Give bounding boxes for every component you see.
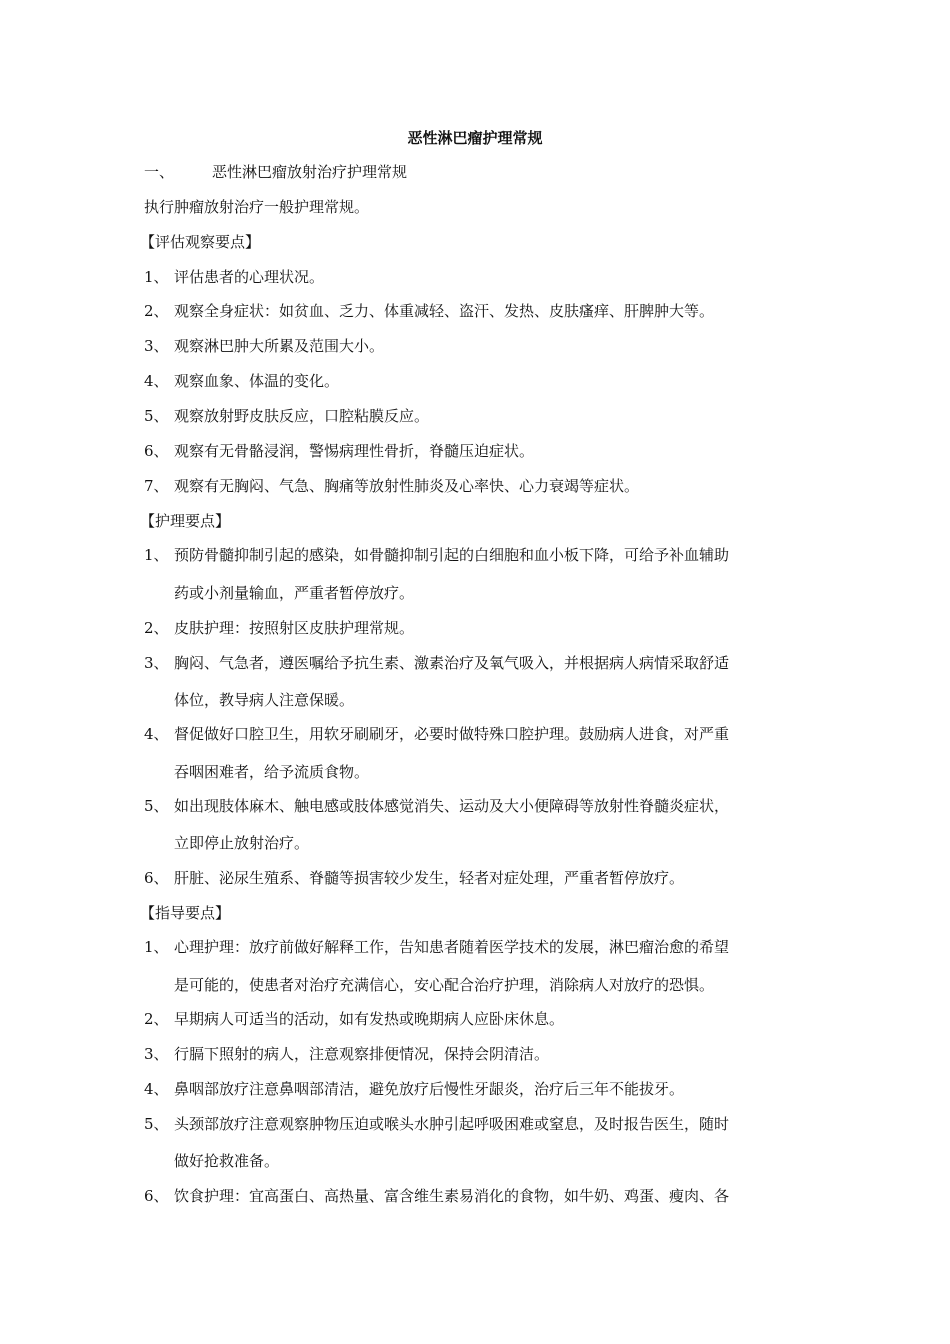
- list-item-number: 2、: [144, 302, 169, 320]
- list-item-text: 体位，教导病人注意保暖。: [174, 691, 355, 709]
- list-item-text: 如出现肢体麻木、触电感或肢体感觉消失、运动及大小便障碍等放射性脊髓炎症状，: [174, 797, 730, 815]
- list-item-text: 做好抢救准备。: [174, 1152, 280, 1170]
- list-item-number: 3、: [144, 1045, 169, 1063]
- list-item-text: 督促做好口腔卫生，用软牙刷刷牙，必要时做特殊口腔护理。鼓励病人进食，对严重: [174, 725, 730, 743]
- list-item-number: 1、: [144, 268, 169, 286]
- section-one-number: 一、: [144, 163, 175, 181]
- guide-heading: 【指导要点】: [140, 904, 231, 922]
- assess-heading: 【评估观察要点】: [140, 233, 261, 251]
- list-item-text: 是可能的，使患者对治疗充满信心，安心配合治疗护理，消除病人对放疗的恐惧。: [174, 976, 715, 994]
- list-item-number: 5、: [144, 407, 169, 425]
- list-item-text: 饮食护理：宜高蛋白、高热量、富含维生素易消化的食物，如牛奶、鸡蛋、瘦肉、各: [174, 1187, 730, 1205]
- list-item-number: 3、: [144, 337, 169, 355]
- list-item-number: 7、: [144, 477, 169, 495]
- list-item-number: 4、: [144, 372, 169, 390]
- list-item-text: 预防骨髓抑制引起的感染，如骨髓抑制引起的白细胞和血小板下降，可给予补血辅助: [174, 546, 730, 564]
- list-item-text: 行膈下照射的病人，注意观察排便情况，保持会阴清洁。: [174, 1045, 550, 1063]
- list-item-text: 观察有无骨骼浸润，警惕病理性骨折，脊髓压迫症状。: [174, 442, 535, 460]
- intro-text: 执行肿瘤放射治疗一般护理常规。: [144, 198, 370, 216]
- list-item-text: 鼻咽部放疗注意鼻咽部清洁，避免放疗后慢性牙龈炎，治疗后三年不能拔牙。: [174, 1080, 685, 1098]
- list-item-number: 6、: [144, 869, 169, 887]
- list-item-text: 观察淋巴肿大所累及范围大小。: [174, 337, 385, 355]
- list-item-text: 心理护理：放疗前做好解释工作，告知患者随着医学技术的发展，淋巴瘤治愈的希望: [174, 938, 730, 956]
- list-item-number: 2、: [144, 1010, 169, 1028]
- list-item-text: 观察放射野皮肤反应，口腔粘膜反应。: [174, 407, 430, 425]
- care-heading: 【护理要点】: [140, 512, 231, 530]
- list-item-number: 5、: [144, 797, 169, 815]
- list-item-number: 6、: [144, 442, 169, 460]
- list-item-text: 评估患者的心理状况。: [174, 268, 325, 286]
- list-item-number: 5、: [144, 1115, 169, 1133]
- list-item-number: 4、: [144, 1080, 169, 1098]
- list-item-number: 3、: [144, 654, 169, 672]
- list-item-text: 观察血象、体温的变化。: [174, 372, 340, 390]
- list-item-number: 2、: [144, 619, 169, 637]
- list-item-text: 观察全身症状：如贫血、乏力、体重减轻、盗汗、发热、皮肤瘙痒、肝脾肿大等。: [174, 302, 715, 320]
- list-item-text: 观察有无胸闷、气急、胸痛等放射性肺炎及心率快、心力衰竭等症状。: [174, 477, 640, 495]
- list-item-text: 头颈部放疗注意观察肿物压迫或喉头水肿引起呼吸困难或窒息，及时报告医生，随时: [174, 1115, 730, 1133]
- list-item-text: 胸闷、气急者，遵医嘱给予抗生素、激素治疗及氧气吸入，并根据病人病情采取舒适: [174, 654, 730, 672]
- list-item-text: 吞咽困难者，给予流质食物。: [174, 763, 370, 781]
- list-item-number: 1、: [144, 546, 169, 564]
- list-item-number: 4、: [144, 725, 169, 743]
- section-one-heading: 恶性淋巴瘤放射治疗护理常规: [212, 163, 408, 181]
- document-title: 恶性淋巴瘤护理常规: [407, 129, 543, 147]
- list-item-text: 早期病人可适当的活动，如有发热或晚期病人应卧床休息。: [174, 1010, 565, 1028]
- list-item-text: 肝脏、泌尿生殖系、脊髓等损害较少发生，轻者对症处理，严重者暂停放疗。: [174, 869, 685, 887]
- list-item-text: 立即停止放射治疗。: [174, 834, 310, 852]
- list-item-number: 6、: [144, 1187, 169, 1205]
- list-item-text: 药或小剂量输血，严重者暂停放疗。: [174, 584, 415, 602]
- list-item-number: 1、: [144, 938, 169, 956]
- list-item-text: 皮肤护理：按照射区皮肤护理常规。: [174, 619, 415, 637]
